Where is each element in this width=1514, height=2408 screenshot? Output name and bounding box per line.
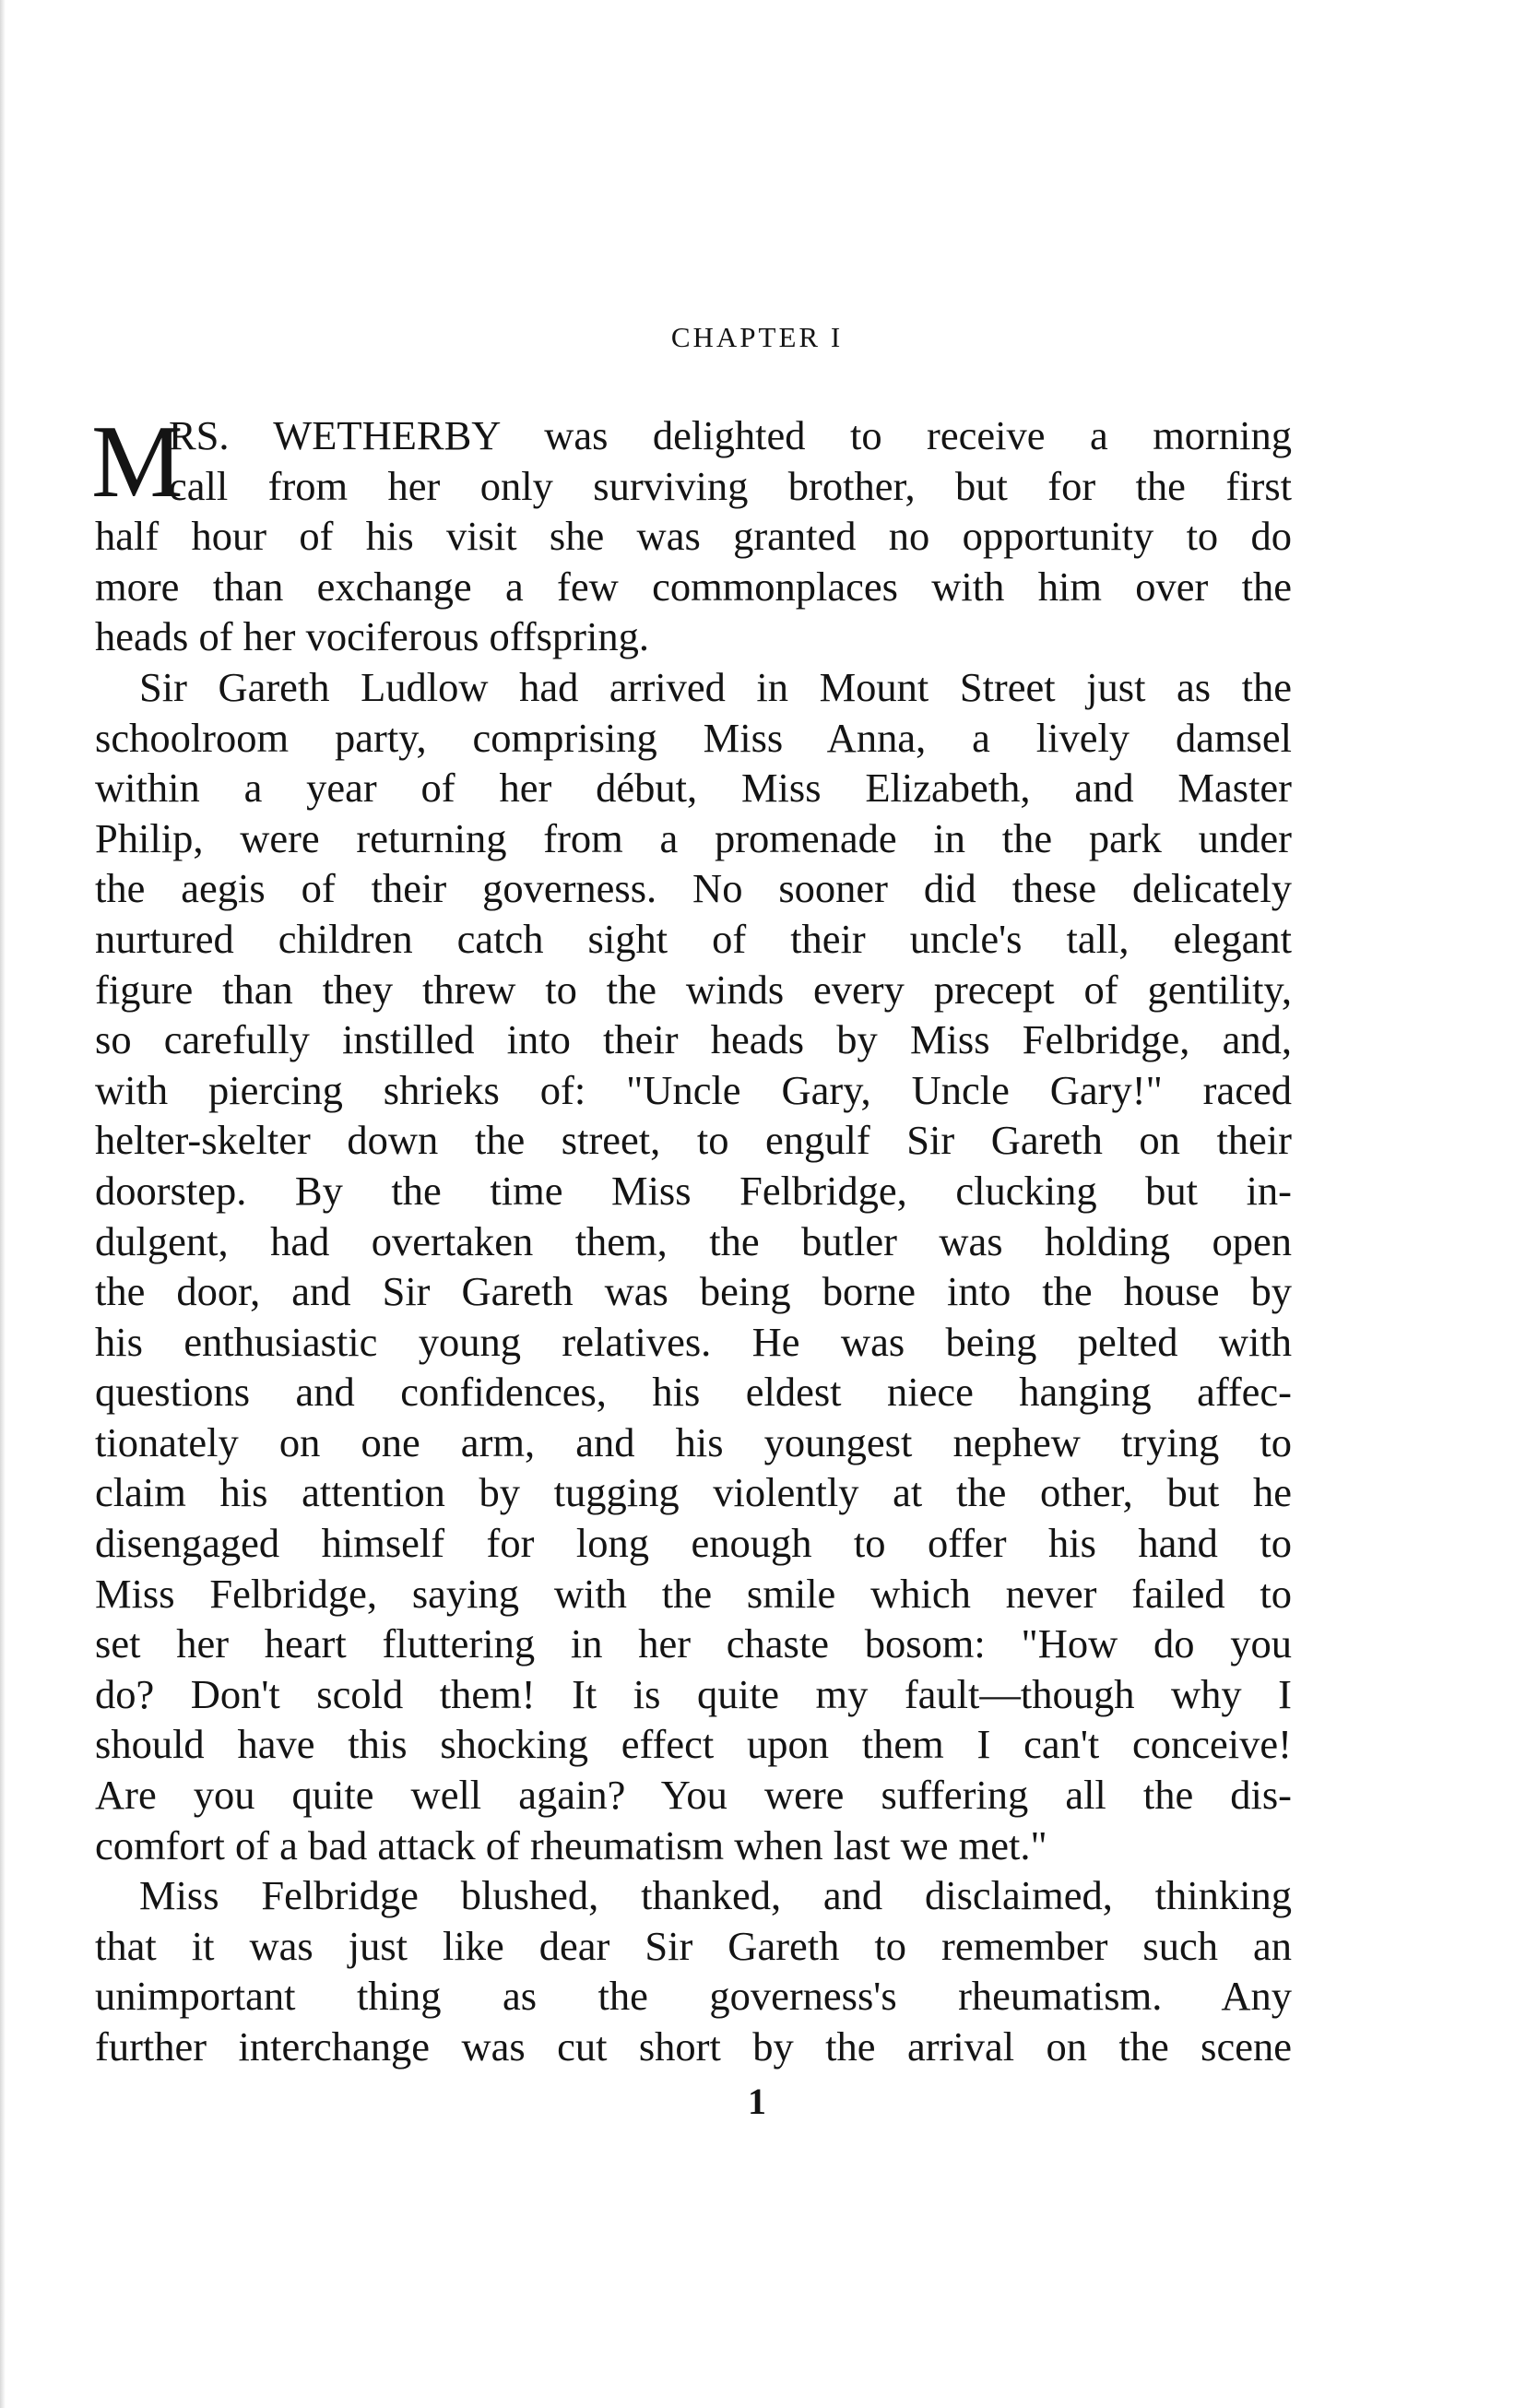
text-line: Sir Gareth Ludlow had arrived in Mount Street just as the	[139, 663, 1292, 710]
text-line: so carefully instilled into their heads by Miss Felbridge, and,	[95, 1016, 1292, 1063]
paragraph-3	[95, 1870, 1292, 2071]
text-line: Philip, were returning from a promenade in the park under	[95, 814, 1292, 861]
text-line: figure than they threw to the winds every precept of gentility,	[95, 966, 1292, 1013]
chapter-heading: CHAPTER I	[670, 321, 844, 353]
text-line: Miss Felbridge blushed, thanked, and disclaimed, thinking	[139, 1872, 1292, 1919]
text-line: dulgent, had overtaken them, the butler was holding open	[95, 1217, 1292, 1264]
text-line: half hour of his visit she was granted no opportunity to do	[95, 513, 1292, 560]
text-line: Miss Felbridge, saying with the smile which never failed to	[95, 1570, 1292, 1617]
body-text	[91, 405, 1292, 2072]
paragraph-1	[91, 405, 1292, 662]
text-line: call from her only surviving brother, but for the first	[169, 462, 1292, 509]
text-line-content: RS. WETHERBY was delighted to receive a morning	[169, 412, 1292, 458]
text-line: disengaged himself for long enough to offer his hand to	[95, 1520, 1292, 1567]
text-line: unimportant thing as the governess's rheumatism. Any	[95, 1973, 1292, 2020]
page-number: 1	[748, 2081, 766, 2122]
drop-cap: M	[91, 405, 183, 519]
text-line: tionately on one arm, and his youngest nephew trying to	[95, 1418, 1292, 1465]
text-line: the aegis of their governess. No sooner did these delicately	[95, 865, 1292, 912]
text-line: questions and confidences, his eldest niece hanging affec-	[95, 1369, 1292, 1416]
paragraph-2	[95, 662, 1292, 1870]
text-line: Are you quite well again? You were suffering all the dis-	[95, 1772, 1292, 1819]
text-line: schoolroom party, comprising Miss Anna, a lively damsel	[95, 714, 1292, 761]
text-line: more than exchange a few commonplaces with him over the	[95, 563, 1292, 610]
text-line: set her heart fluttering in her chaste bosom: "How do you	[95, 1620, 1292, 1667]
text-line: his enthusiastic young relatives. He was being pelted with	[95, 1318, 1292, 1365]
text-line: helter-skelter down the street, to engulf Sir Gareth on their	[95, 1117, 1292, 1164]
text-line: within a year of her début, Miss Elizabeth, and Master	[95, 765, 1292, 812]
text-line: should have this shocking effect upon them I can't conceive!	[95, 1721, 1292, 1768]
text-line: do? Don't scold them! It is quite my fault—though why I	[95, 1670, 1292, 1717]
text-line: that it was just like dear Sir Gareth to remember such an	[95, 1922, 1292, 1969]
text-line: comfort of a bad attack of rheumatism when last we met."	[95, 1821, 1047, 1868]
page-gutter-shadow	[0, 0, 6, 2408]
text-line: doorstep. By the time Miss Felbridge, clucking but in-	[95, 1167, 1292, 1214]
text-line: with piercing shrieks of: "Uncle Gary, Uncle Gary!" raced	[95, 1066, 1292, 1113]
text-line: claim his attention by tugging violently at the other, but he	[95, 1469, 1292, 1516]
text-line: further interchange was cut short by the arrival on the scene	[95, 2023, 1292, 2070]
text-line: nurtured children catch sight of their uncle's tall, elegant	[95, 915, 1292, 962]
text-line: the door, and Sir Gareth was being borne into the house by	[95, 1268, 1292, 1315]
text-line: heads of her vociferous offspring.	[95, 613, 649, 660]
